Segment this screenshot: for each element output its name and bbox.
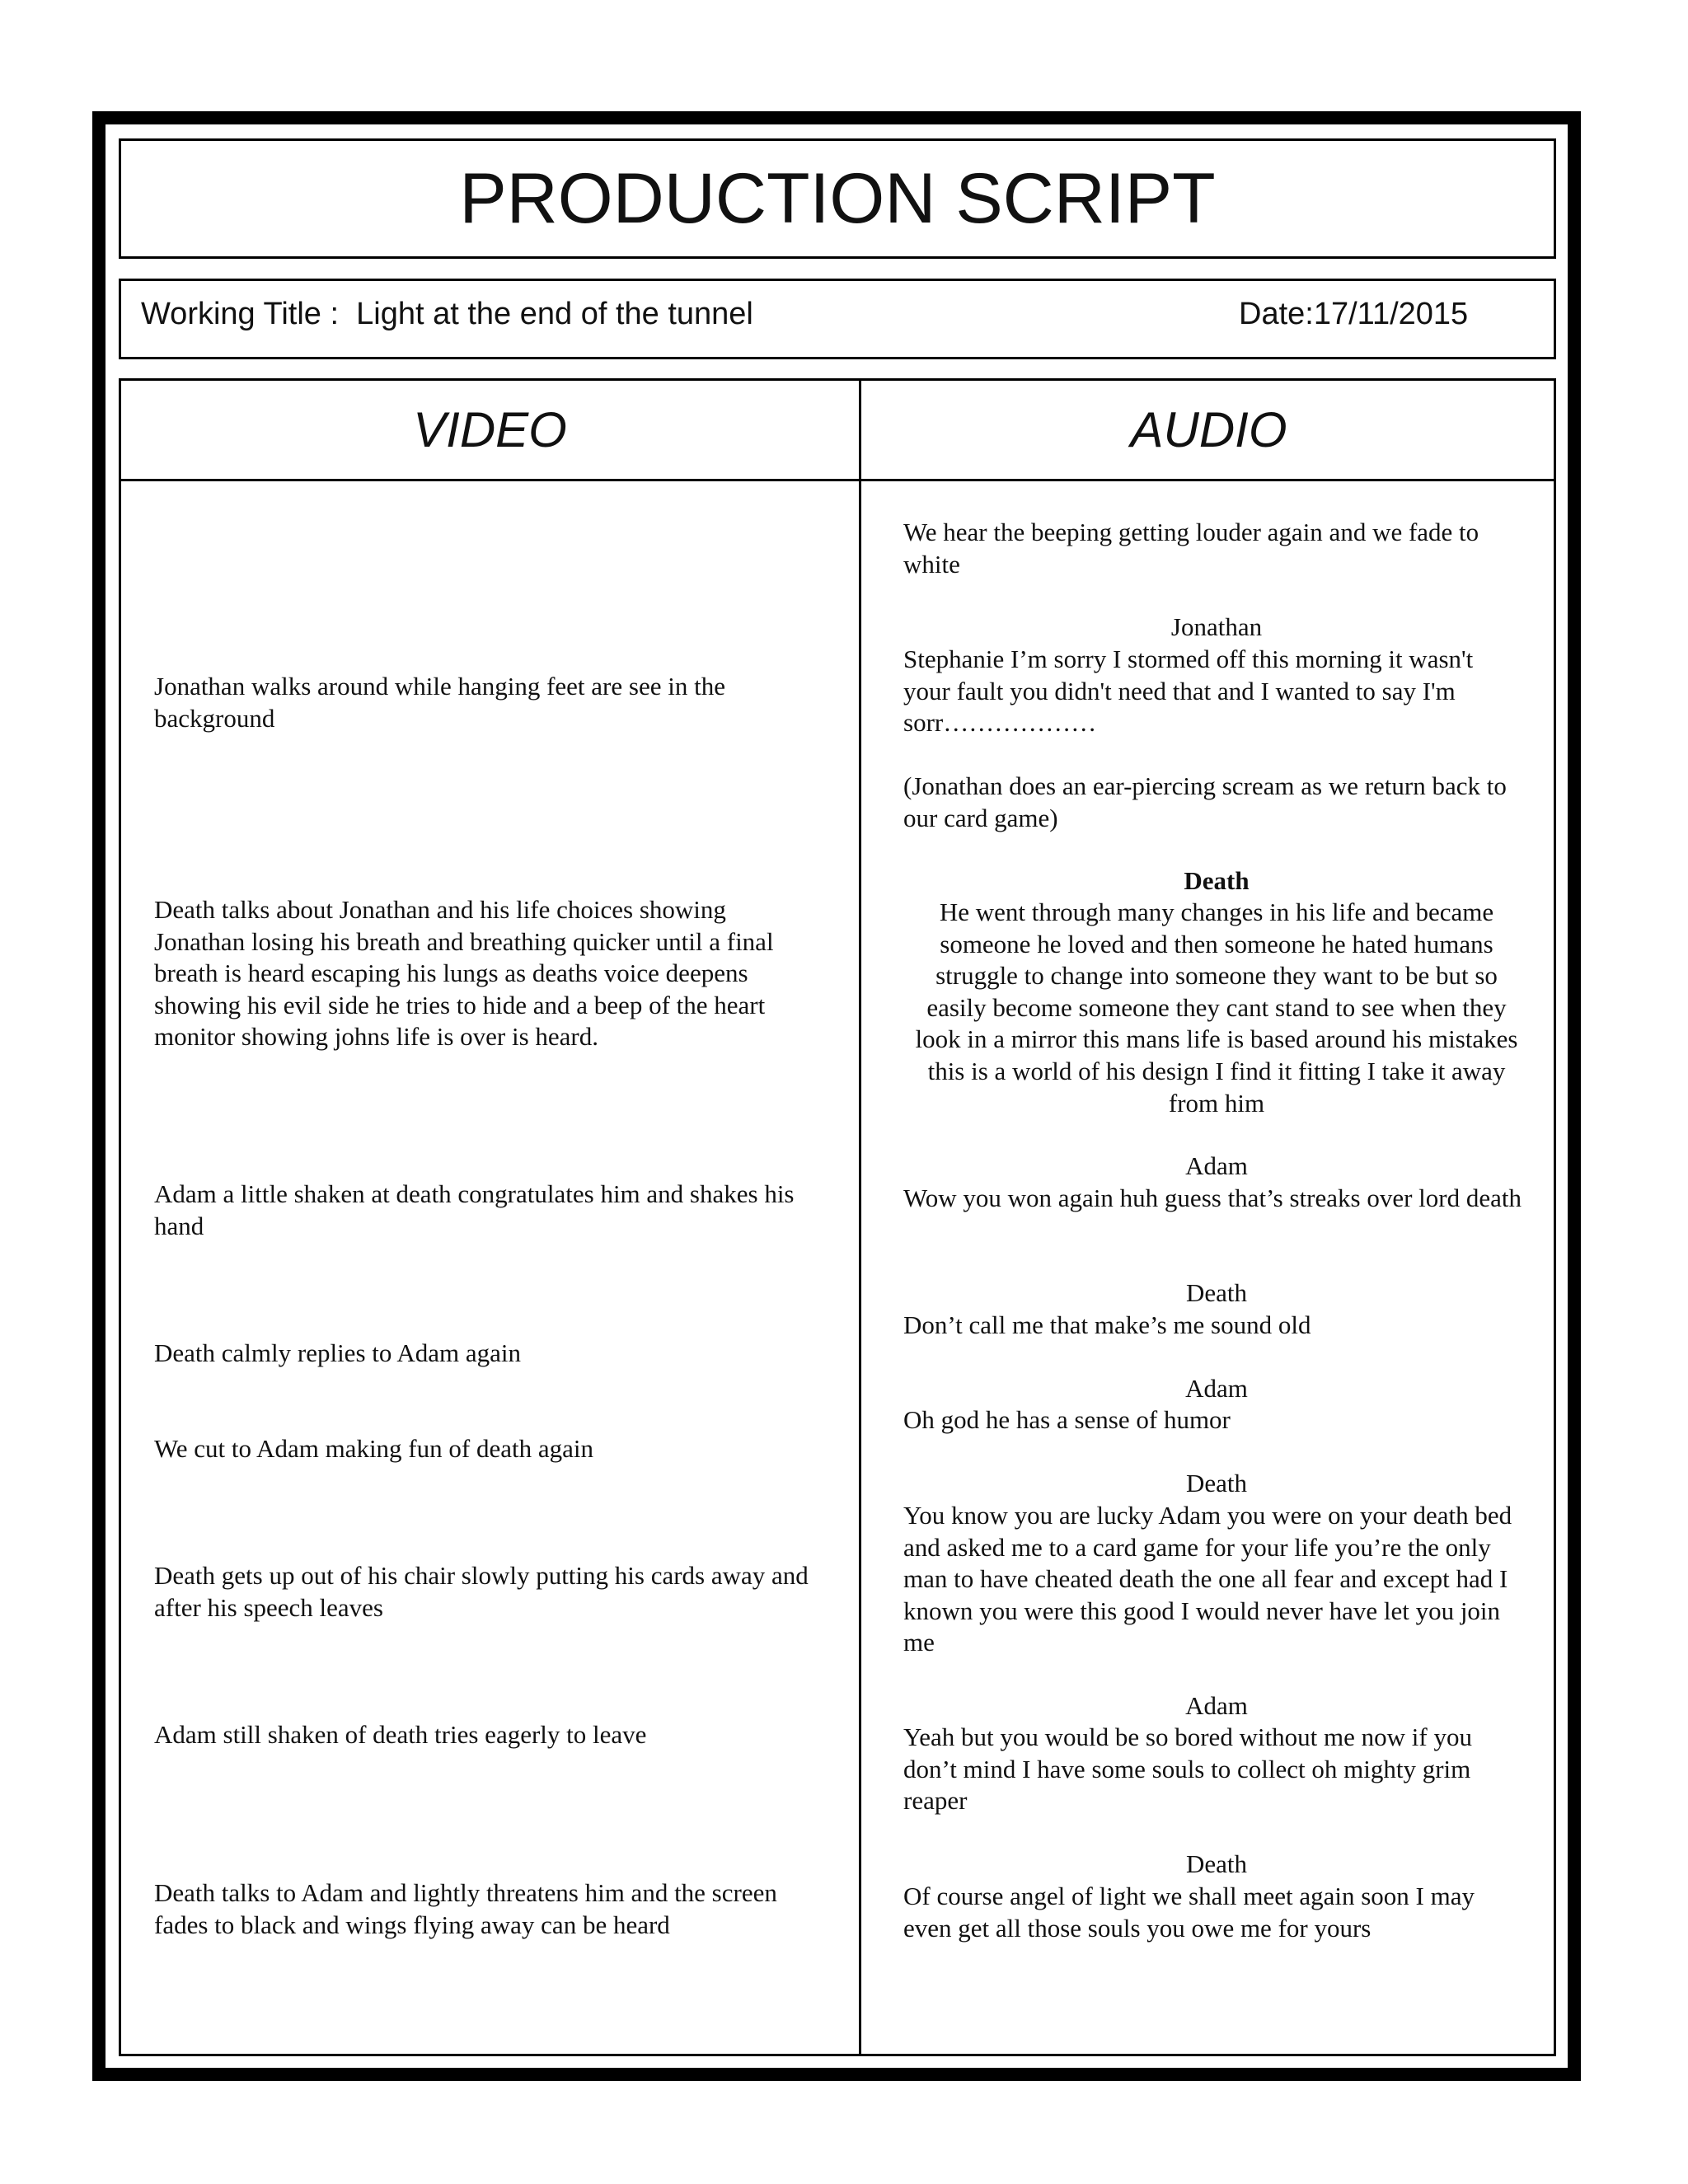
page-title: PRODUCTION SCRIPT [459,159,1216,238]
speaker-name: Adam [1185,1151,1248,1180]
video-column-header: VIDEO [413,402,567,457]
speaker-name: Jonathan [1170,612,1263,641]
video-cue-6: Death gets up out of his chair slowly putting his cards away and after his speech leaves [154,1561,809,1622]
speaker-name: Death [1185,1469,1248,1497]
header-divider [121,479,1554,481]
video-cue-8: Death talks to Adam and lightly threatens him and the screen fades to black and wings flying away can be heard [154,1878,777,1939]
video-cue-7: Adam still shaken of death tries eagerly to leave [154,1720,647,1749]
dialogue-line: Oh god he has a sense of humor [903,1405,1231,1434]
dialogue-line: He went through many changes in his life and became someone he loved and then someone he hated humans struggle to change into someone they want to be but so easily become someone they cant stand to see when they look in a mirror this mans life is based around his mistakes this is a world of his design I find it fitting I take it away from him [915,898,1518,1118]
video-cue-2: Death talks about Jonathan and his life choices showing Jonathan losing his breath and breathing quicker until a final breath is heard escaping his lungs as deaths voice deepens showing his evil side he tries to hide and a beep of the heart monitor showing johns life is over is heard. [154,895,774,1052]
dialogue-line: Wow you won again huh guess that’s streaks over lord death [903,1183,1522,1212]
speaker-name: Death [1184,866,1250,895]
speaker-name: Death [1185,1278,1248,1307]
working-title: Working Title : Light at the end of the tunnel [141,297,753,331]
speaker-name: Adam [1185,1374,1248,1403]
video-cue-4: Death calmly replies to Adam again [154,1338,522,1367]
video-cue-1: Jonathan walks around while hanging feet are see in the background [154,672,725,733]
info-box [119,279,1556,359]
dialogue-line: Stephanie I’m sorry I stormed off this morning it wasn't your fault you didn't need that and I wanted to say I'm sorr……………… [903,644,1474,738]
audio-column-header: AUDIO [1130,402,1287,457]
speaker-name: Adam [1185,1691,1248,1720]
dialogue-line: Yeah but you would be so bored without me now if you don’t mind I have some souls to collect oh mighty grim reaper [903,1722,1472,1816]
audio-intro: We hear the beeping getting louder again and we fade to white [903,518,1479,579]
dialogue-line: Don’t call me that make’s me sound old [903,1310,1311,1339]
column-divider [859,381,861,2054]
speaker-name: Death [1185,1849,1248,1878]
video-cue-5: We cut to Adam making fun of death again [154,1434,593,1463]
title-box [119,138,1556,259]
script-date: Date:17/11/2015 [1239,297,1469,331]
video-cue-3: Adam a little shaken at death congratulates him and shakes his hand [154,1179,795,1240]
dialogue-line: You know you are lucky Adam you were on your death bed and asked me to a card game for your life you’re the only man to have cheated death the one all fear and except had I known you were this good I would never have let you join me [903,1501,1512,1657]
audio-direction: (Jonathan does an ear-piercing scream as we return back to our card game) [903,771,1507,832]
dialogue-line: Of course angel of light we shall meet again soon I may even get all those souls you owe me for yours [903,1882,1475,1943]
